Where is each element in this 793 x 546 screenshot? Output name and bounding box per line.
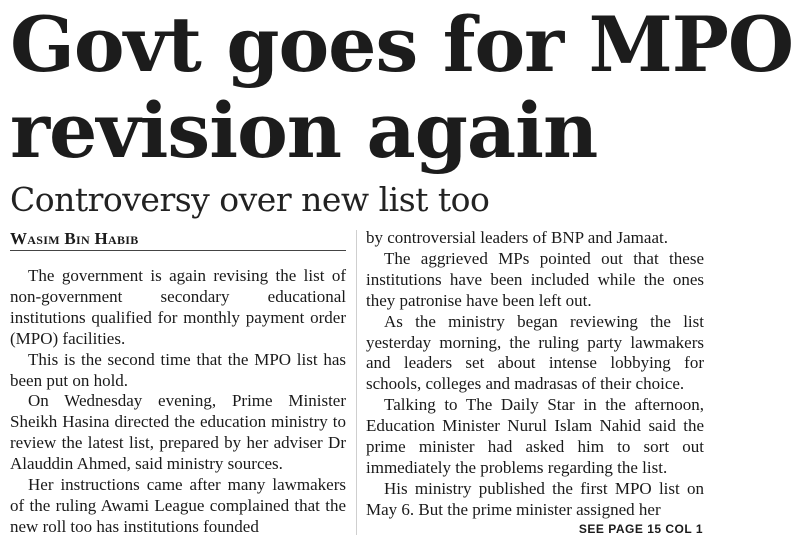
body-paragraph: The aggrieved MPs pointed out that these institutions have been included while the ones they patronise have been left out. <box>366 248 704 310</box>
body-paragraph: by controversial leaders of BNP and Jamaat. <box>366 228 668 247</box>
body-paragraph: As the ministry began reviewing the list yesterday morning, the ruling party lawmakers and leaders set about intense lobbying for schools, colleges and madrasas of their choice. <box>366 311 704 394</box>
continued-on-page-link: SEE PAGE 15 COL 1 <box>578 522 703 536</box>
body-paragraph: On Wednesday evening, Prime Minister Sheikh Hasina directed the education ministry to review the latest list, prepared by her adviser Dr Alauddin Ahmed, said ministry sources. <box>10 391 346 474</box>
body-paragraph: His ministry published the first MPO list on May 6. But the prime minister assigned her <box>366 478 704 519</box>
article-column-right <box>366 228 704 521</box>
column-divider <box>356 230 357 535</box>
headline <box>10 0 793 175</box>
headline-line-2: revision again <box>10 86 598 175</box>
byline: Wasim Bin Habib <box>10 228 346 251</box>
article-column-left <box>10 228 346 538</box>
body-paragraph: Her instructions came after many lawmakers of the ruling Awami League complained that the new roll too has institutions founded <box>10 475 346 536</box>
body-paragraph: This is the second time that the MPO list has been put on hold. <box>10 349 346 390</box>
headline-line-1: Govt goes for MPO <box>10 0 793 89</box>
body-paragraph: Talking to The Daily Star in the afternoon, Education Minister Nurul Islam Nahid said the prime minister had asked him to sort out immediately the problems regarding the list. <box>366 395 704 477</box>
subheadline: Controversy over new list too <box>10 180 490 219</box>
body-paragraph: The government is again revising the list of non-government secondary educational institutions qualified for monthly payment order (MPO) facilities. <box>10 266 346 348</box>
